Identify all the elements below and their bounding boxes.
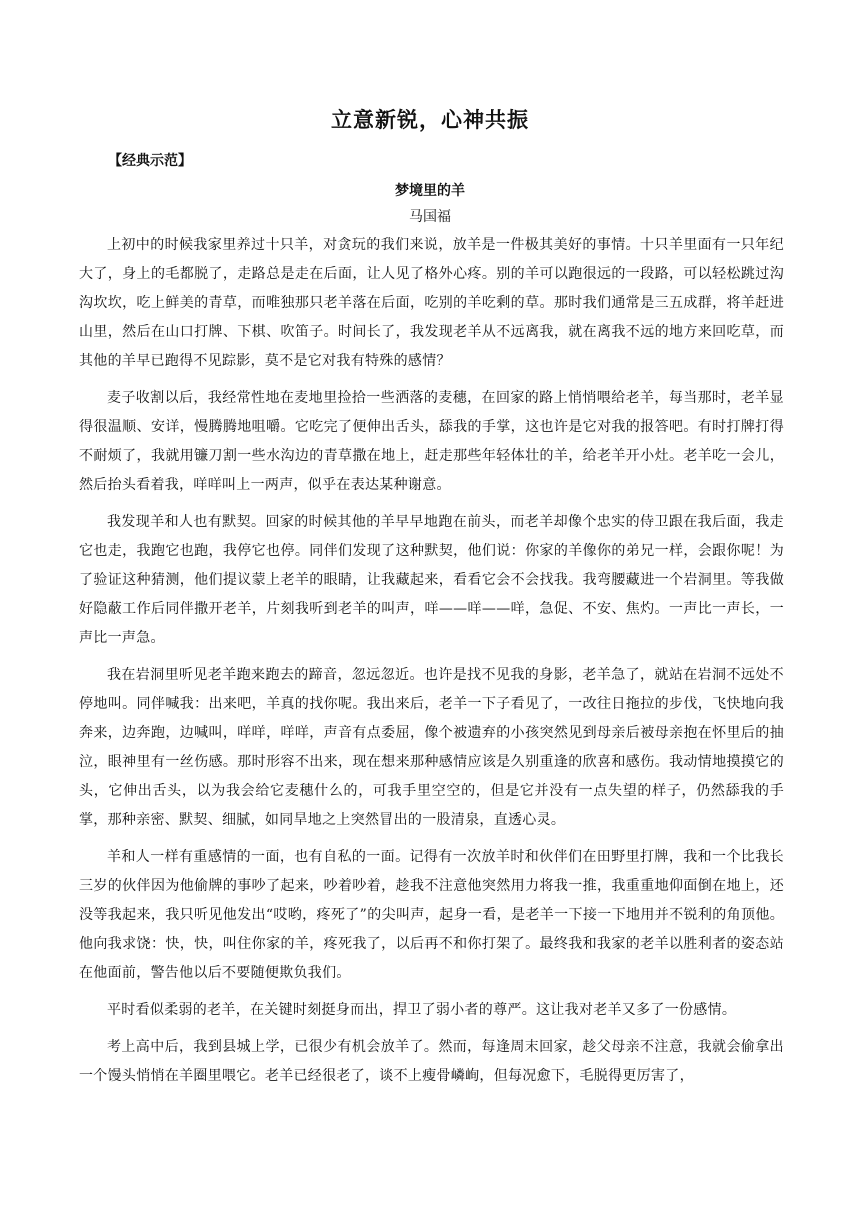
paragraph: 麦子收割以后，我经常性地在麦地里捡拾一些洒落的麦穗，在回家的路上悄悄喂给老羊，每当那时，老羊显得很温顺、安详，慢腾腾地咀嚼。它吃完了便伸出舌头，舔我的手掌，这也许是它对我的报答吧。有时打牌打得不耐烦了，我就用镰刀割一些水沟边的青草撒在地上，赶走那些年轻体壮的羊，给老羊开小灶。老羊吃一会儿，然后抬头看着我，咩咩叫上一两声，似乎在表达某种谢意。 — [79, 390, 784, 493]
paragraph: 羊和人一样有重感情的一面，也有自私的一面。记得有一次放羊时和伙伴们在田野里打牌，我和一个比我长三岁的伙伴因为他偷牌的事吵了起来，吵着吵着，趁我不注意他突然用力将我一推，我重重地仰面倒在地上，还没等我起来，我只听见他发出“哎哟，疼死了”的尖叫声，起身一看，是老羊一下接一下地用并不锐利的角顶他。他向我求饶：快，快，叫住你家的羊，疼死我了，以后再不和你打架了。最终我和我家的老羊以胜利者的姿态站在他面前，警告他以后不要随便欺负我们。 — [79, 849, 784, 981]
author-name: 马国福 — [409, 209, 451, 225]
paragraph: 我发现羊和人也有默契。回家的时候其他的羊早早地跑在前头，而老羊却像个忠实的侍卫跟在我后面，我走它也走，我跑它也跑，我停它也停。同伴们发现了这种默契，他们说：你家的羊像你的弟兄一样，会跟你呢！为了验证这种猜测，他们提议蒙上老羊的眼睛，让我藏起来，看看它会不会找我。我弯腰藏进一个岩洞里。等我做好隐蔽工作后同伴撒开老羊，片刻我听到老羊的叫声，咩——咩——咩，急促、不安、焦灼。一声比一声长，一声比一声急。 — [79, 514, 784, 646]
paragraph: 平时看似柔弱的老羊，在关键时刻挺身而出，捍卫了弱小者的尊严。这让我对老羊又多了一份感情。 — [107, 1002, 737, 1018]
paragraph: 上初中的时候我家里养过十只羊，对贪玩的我们来说，放羊是一件极其美好的事情。十只羊里面有一只年纪大了，身上的毛都脱了，走路总是走在后面，让人见了格外心疼。别的羊可以跑很远的一段路，可以轻松跳过沟沟坎坎，吃上鲜美的青草，而唯独那只老羊落在后面，吃别的羊吃剩的草。那时我们通常是三五成群，将羊赶进山里，然后在山口打牌、下棋、吹笛子。时间长了，我发现老羊从不远离我，就在离我不远的地方来回吃草，而其他的羊早已跑得不见踪影，莫不是它对我有特殊的感情？ — [79, 237, 784, 369]
paragraph: 考上高中后，我到县城上学，已很少有机会放羊了。然而，每逢周末回家，趁父母亲不注意，我就会偷拿出一个馒头悄悄在羊圈里喂它。老羊已经很老了，谈不上瘦骨嶙峋，但每况愈下，毛脱得更厉害了， — [79, 1039, 784, 1084]
page-title: 立意新锐，心神共振 — [331, 108, 529, 132]
story-title: 梦境里的羊 — [395, 183, 465, 199]
section-label: 【经典示范】 — [108, 153, 192, 169]
paragraph: 我在岩洞里听见老羊跑来跑去的蹄音，忽远忽近。也许是找不见我的身影，老羊急了，就站在岩洞不远处不停地叫。同伴喊我：出来吧，羊真的找你呢。我出来后，老羊一下子看见了，一改往日拖拉的步伐，飞快地向我奔来，边奔跑，边喊叫，咩咩，咩咩，声音有点委屈，像个被遗弃的小孩突然见到母亲后被母亲抱在怀里后的抽泣，眼神里有一丝伤感。那时形容不出来，现在想来那种感情应该是久别重逢的欣喜和感伤。我动情地摸摸它的头，它伸出舌头，以为我会给它麦穗什么的，可我手里空空的，但是它并没有一点失望的样子，仍然舔我的手掌，那种亲密、默契、细腻，如同旱地之上突然冒出的一股清泉，直透心灵。 — [79, 667, 784, 828]
story-body — [79, 231, 784, 1099]
